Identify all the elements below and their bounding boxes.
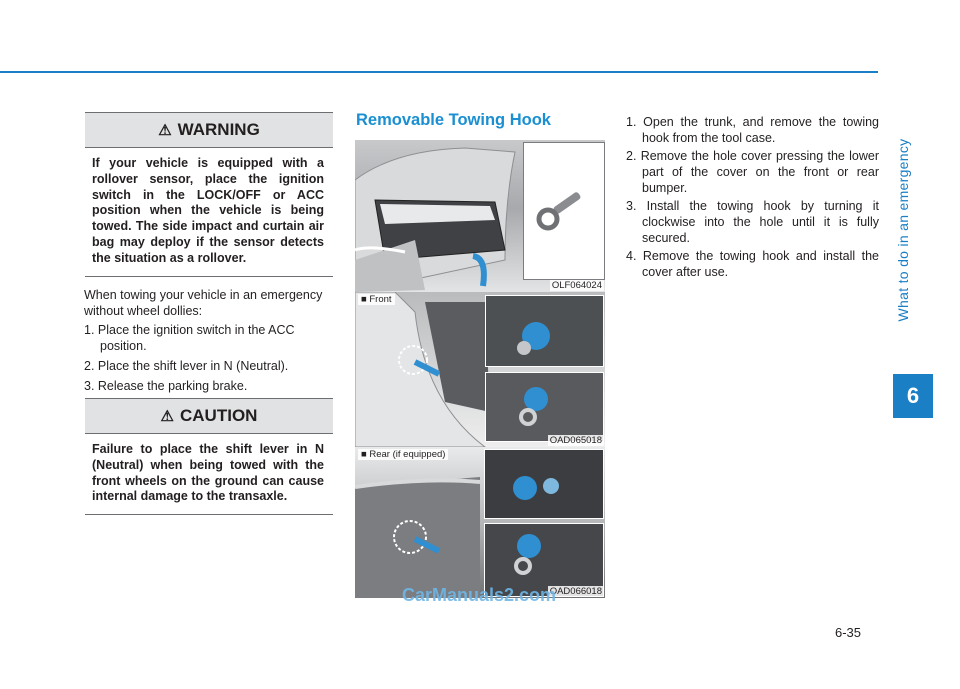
- figure-trunk: [355, 140, 605, 292]
- list-item: 1. Open the trunk, and remove the towing hook from the tool case.: [626, 115, 879, 145]
- warning-triangle-icon: ⚠: [158, 122, 172, 139]
- caution-triangle-icon: ⚠: [160, 408, 174, 425]
- warning-header: [85, 113, 333, 148]
- towing-hook-steps: [626, 114, 879, 280]
- figure-front: [355, 292, 605, 447]
- list-item: 1. Place the ignition switch in the ACC position.: [84, 323, 295, 353]
- remove-cover-icon: [485, 450, 603, 518]
- section-title: Removable Towing Hook: [356, 111, 551, 129]
- list-item: 2. Place the shift lever in N (Neutral).: [84, 359, 289, 373]
- figure-code: OAD065018: [549, 435, 602, 446]
- warning-text: If your vehicle is equipped with a rollover sensor, place the ignition switch in the LOCK/OFF or ACC position when the vehicle is being towed. The side impact and curtain air bag may deploy if the sensor detects the situation as a rollover.: [92, 156, 324, 265]
- figure-code: OLF064024: [551, 280, 602, 291]
- towing-intro: When towing your vehicle in an emergency without wheel dollies:: [84, 288, 323, 318]
- list-item: 4. Remove the towing hook and install the cover after use.: [626, 249, 879, 279]
- caution-header: [85, 399, 333, 434]
- remove-cover-icon: [486, 296, 603, 366]
- page-number: 6-35: [835, 625, 862, 640]
- towing-hook-instructions: [626, 114, 879, 282]
- figure-rear: [355, 447, 605, 598]
- towing-steps: [84, 322, 334, 394]
- list-item: 3. Install the towing hook by turning it clockwise into the hole until it is fully secured.: [626, 199, 879, 245]
- towing-hook-inset: [523, 142, 605, 280]
- front-step-remove-cover: [485, 295, 604, 367]
- list-item: 2. Remove the hole cover pressing the lower part of the cover on the front or rear bumper.: [626, 149, 879, 195]
- towing-hook-icon: [524, 143, 604, 279]
- chapter-side-title: What to do in an emergency: [895, 138, 911, 322]
- caution-title: CAUTION: [180, 406, 258, 425]
- figure-label: ■ Front: [358, 294, 395, 305]
- watermark: CarManuals2.com: [402, 585, 557, 605]
- install-hook-icon: [486, 373, 603, 441]
- rear-step-remove-cover: [484, 449, 604, 519]
- caution-text: Failure to place the shift lever in N (Neutral) when being towed with the front wheels on the ground can cause internal damage to the transaxle.: [92, 442, 324, 504]
- towing-instructions: [84, 287, 334, 398]
- front-step-install-hook: [485, 372, 604, 442]
- chapter-tab: 6: [893, 374, 933, 418]
- warning-title: WARNING: [177, 120, 260, 139]
- list-item: 3. Release the parking brake.: [84, 379, 248, 393]
- figure-label: ■ Rear (if equipped): [358, 449, 448, 460]
- warning-box: [85, 112, 333, 277]
- figure-code: OAD066018: [549, 586, 602, 597]
- caution-box: [85, 398, 333, 515]
- header-rule: [0, 71, 878, 73]
